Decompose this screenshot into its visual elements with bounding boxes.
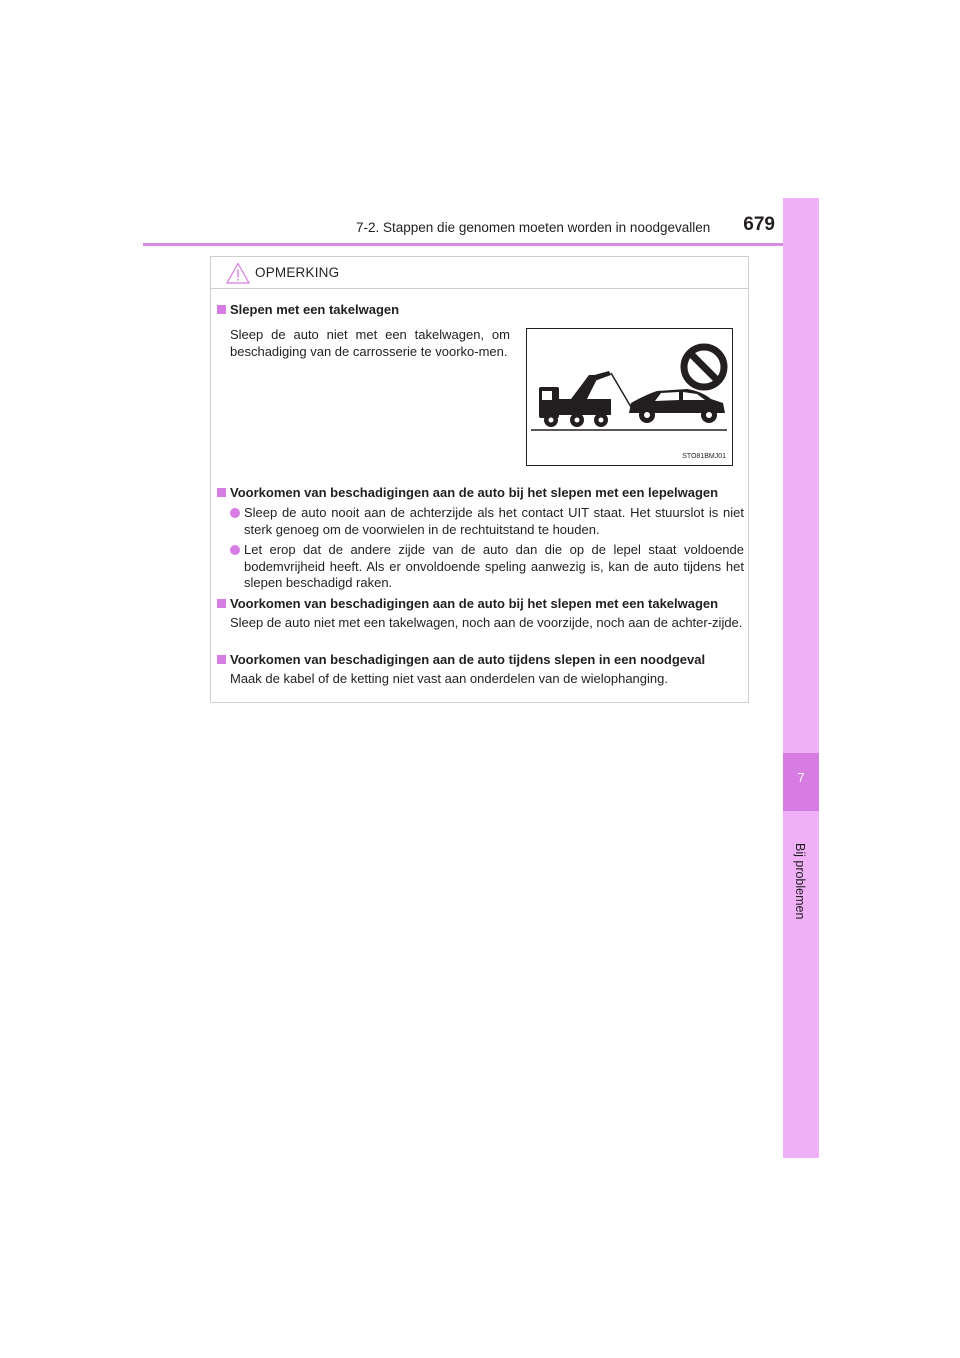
section-text: Sleep de auto niet met een takelwagen, noch aan de voorzijde, noch aan de achter-zijde. xyxy=(230,615,743,630)
tow-truck-illustration xyxy=(527,329,734,467)
section-text: Maak de kabel of de ketting niet vast aan onderdelen van de wielophanging. xyxy=(230,671,668,686)
square-bullet-icon xyxy=(217,305,226,314)
warning-triangle-icon xyxy=(226,262,250,284)
chapter-side-tab xyxy=(783,198,819,1158)
square-bullet-icon xyxy=(217,655,226,664)
section-text: Sleep de auto niet met een takelwagen, om beschadiging van de carrosserie te voorko-men. xyxy=(230,327,510,359)
section-heading: Slepen met een takelwagen xyxy=(217,302,747,317)
circle-bullet-icon xyxy=(230,545,240,555)
notice-box xyxy=(210,256,749,703)
notice-header xyxy=(211,257,748,289)
car-icon xyxy=(629,389,725,423)
bullet-item: Sleep de auto nooit aan de achterzijde als het contact UIT staat. Het stuurslot is niet sterk genoeg om de voorwielen in de rechtuitstand te houden. xyxy=(230,505,744,538)
prohibited-icon xyxy=(684,347,724,387)
header-section-title: 7-2. Stappen die genomen moeten worden in noodgevallen xyxy=(356,220,711,235)
bullet-item: Let erop dat de andere zijde van de auto dan die op de lepel staat voldoende bodemvrijheid heeft. Als er onvoldoende speling aanwezig is, kan de auto tijdens het slepen beschadigd raken. xyxy=(230,542,744,592)
section-heading: Voorkomen van beschadigingen aan de auto bij het slepen met een takelwagen xyxy=(217,596,747,611)
tow-truck-icon xyxy=(539,371,631,427)
square-bullet-icon xyxy=(217,599,226,608)
section-heading: Voorkomen van beschadigingen aan de auto tijdens slepen in een noodgeval xyxy=(217,652,747,667)
square-bullet-icon xyxy=(217,488,226,497)
chapter-label: Bij problemen xyxy=(793,843,807,920)
chapter-number: 7 xyxy=(797,770,805,785)
section-heading: Voorkomen van beschadigingen aan de auto bij het slepen met een lepelwagen xyxy=(217,485,747,500)
header-rule xyxy=(143,243,819,246)
notice-title: OPMERKING xyxy=(255,265,340,280)
circle-bullet-icon xyxy=(230,508,240,518)
page-number: 679 xyxy=(743,214,775,235)
towing-illustration xyxy=(526,328,733,466)
figure-code: STO81BMJ01 xyxy=(682,453,726,460)
